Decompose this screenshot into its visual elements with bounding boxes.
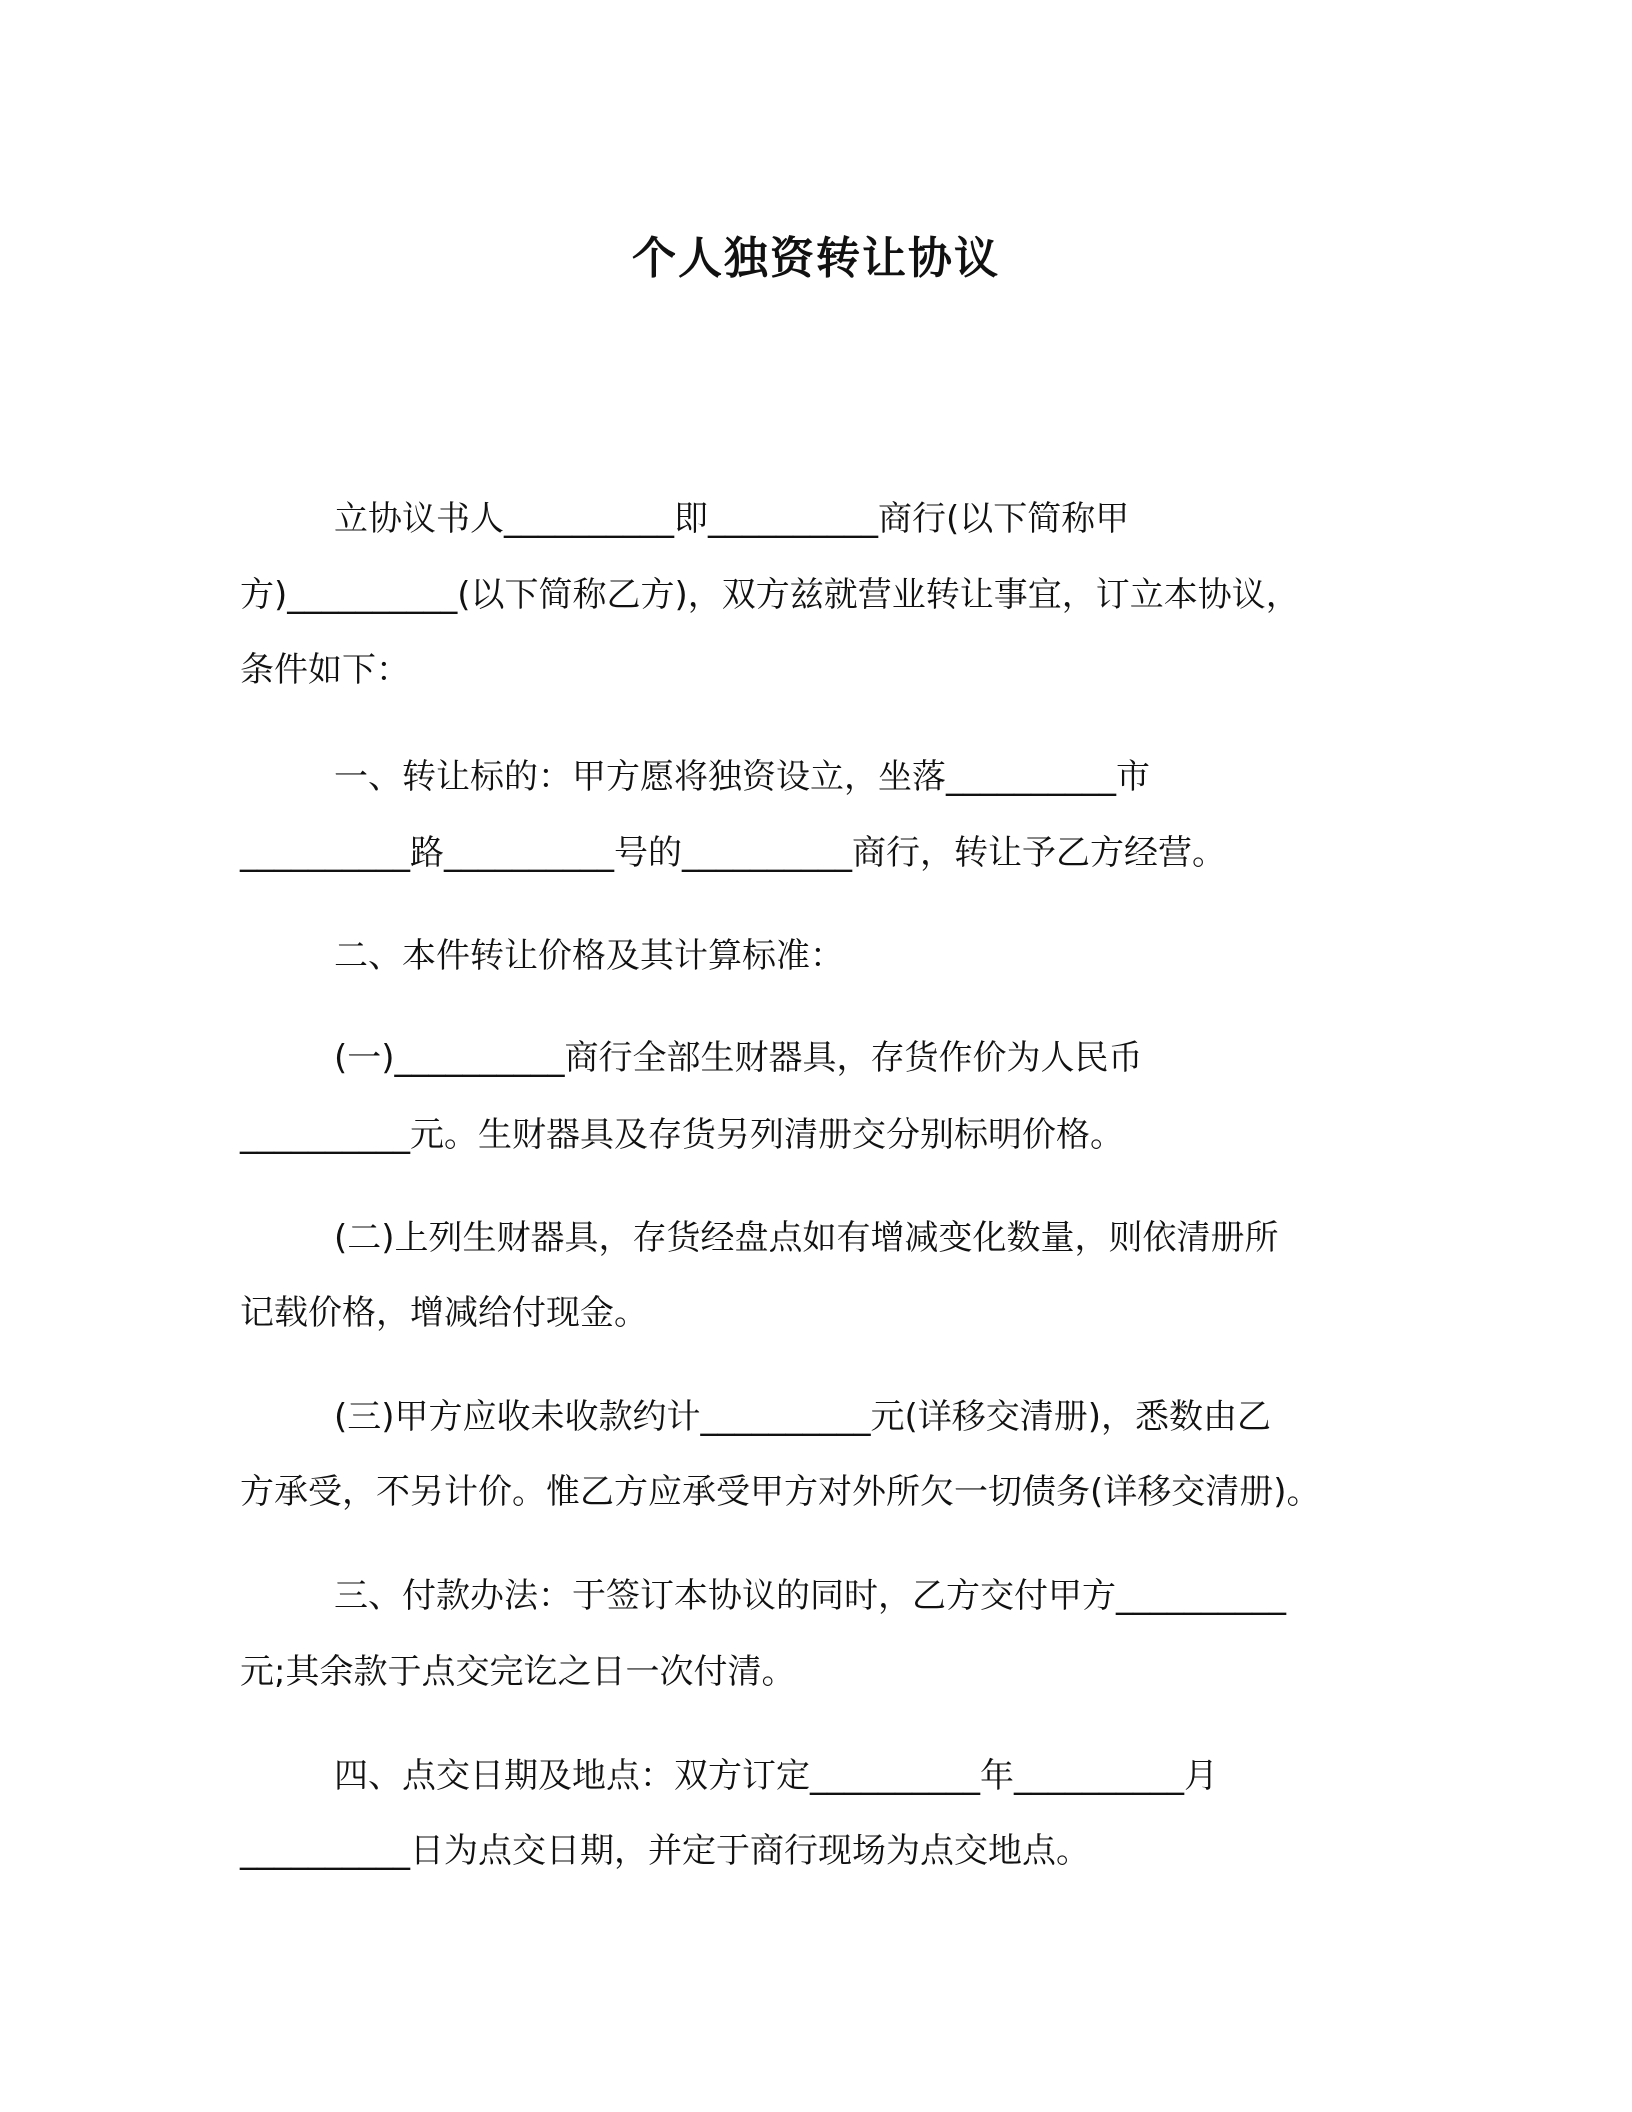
paragraph-line: __________日为点交日期，并定于商行现场为点交地点。 [240,1831,1090,1871]
paragraph-line: 记载价格，增减给付现金。 [240,1293,648,1333]
paragraph-line: 方承受，不另计价。惟乙方应承受甲方对外所欠一切债务(详移交清册)。 [240,1472,1321,1512]
paragraph-line: 二、本件转让价格及其计算标准： [334,936,844,976]
paragraph-line: 四、点交日期及地点：双方订定__________年__________月 [334,1756,1218,1796]
paragraph-line: __________路__________号的__________商行，转让予乙方经营。 [240,833,1226,873]
paragraph-line: __________元。生财器具及存货另列清册交分别标明价格。 [240,1115,1124,1155]
paragraph-line: 一、转让标的：甲方愿将独资设立，坐落__________市 [334,757,1150,797]
paragraph-line: (二)上列生财器具，存货经盘点如有增减变化数量，则依清册所 [334,1218,1279,1258]
paragraph-line: 三、付款办法：于签订本协议的同时，乙方交付甲方__________ [334,1576,1286,1616]
paragraph-line: 元;其余款于点交完讫之日一次付清。 [240,1652,796,1692]
paragraph-line: 条件如下： [240,650,410,690]
paragraph-line: 立协议书人__________即__________商行(以下简称甲 [334,499,1130,539]
paragraph-line: (三)甲方应收未收款约计__________元(详移交清册)，悉数由乙 [334,1397,1272,1437]
document-title: 个人独资转让协议 [632,233,1000,284]
paragraph-line: (一)__________商行全部生财器具，存货作价为人民币 [334,1038,1143,1078]
paragraph-line: 方)__________(以下简称乙方)，双方兹就营业转让事宜，订立本协议， [240,575,1300,615]
